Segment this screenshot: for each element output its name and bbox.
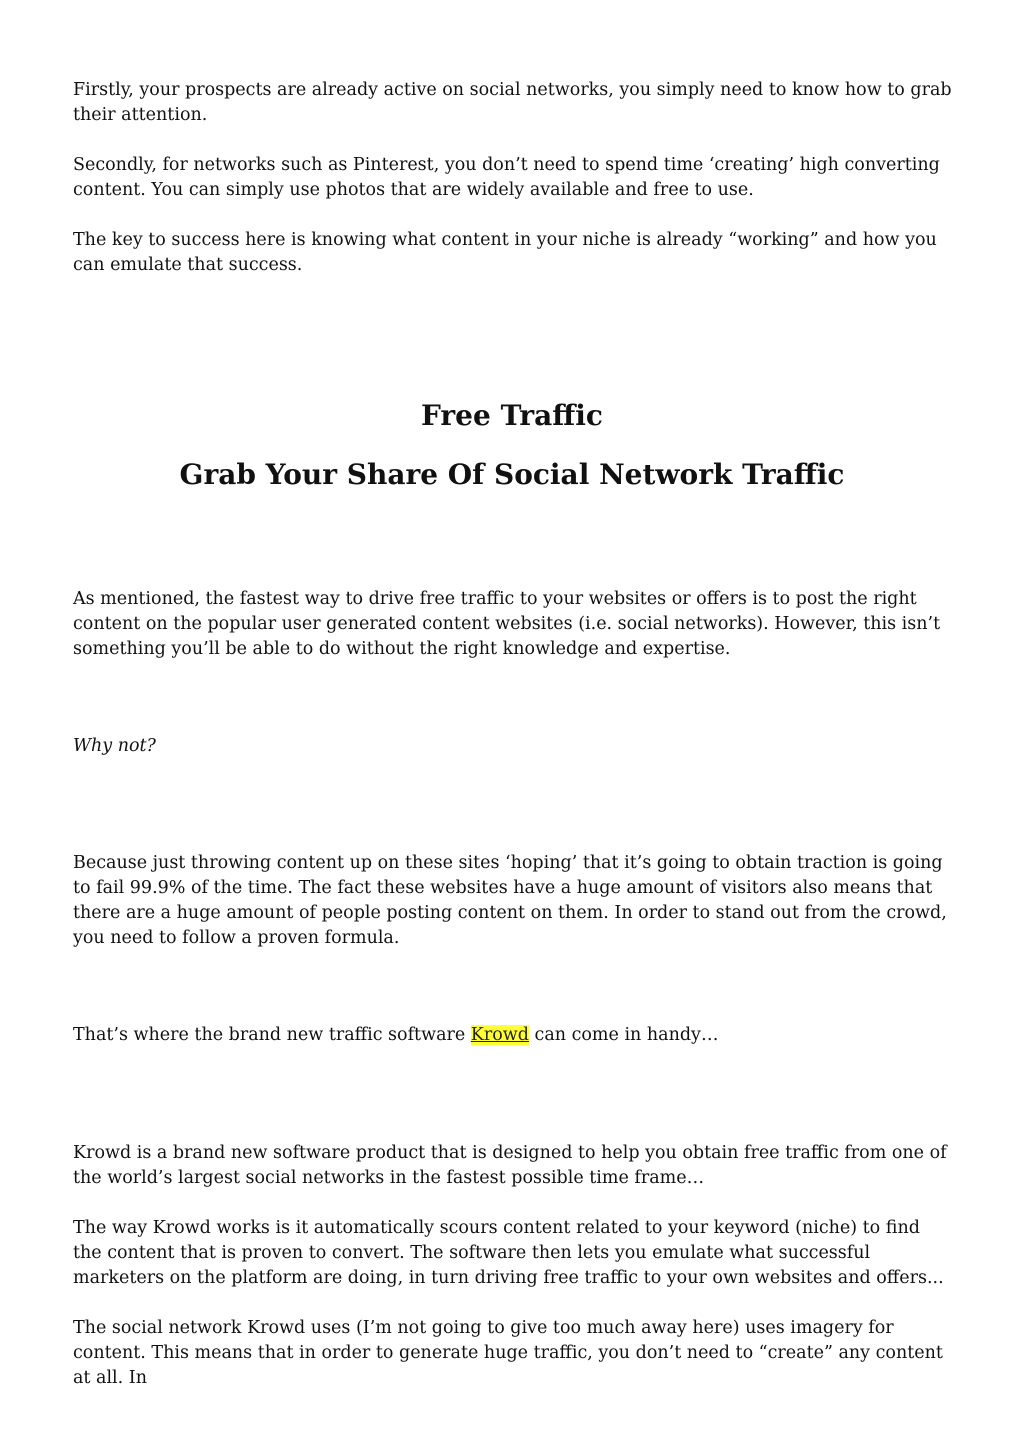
body-paragraph-wrapper-6 [73, 1023, 953, 1048]
paragraph-6-tail: can come in handy… [528, 1025, 719, 1045]
intro-paragraph-3: The key to success here is knowing what content in your niche is already “working” and how you can emulate that success. [73, 230, 937, 275]
intro-paragraph-1: Firstly, your prospects are already active on social networks, you simply need to know how to grab their attention. [73, 80, 952, 125]
section-subtitle: Grab Your Share Of Social Network Traffic [179, 458, 845, 491]
body-paragraph-wrapper-4 [73, 587, 953, 662]
krowd-link[interactable]: Krowd [470, 1025, 529, 1045]
paragraph-6-lead: That’s where the brand new traffic software [73, 1025, 471, 1045]
body-paragraph-4: As mentioned, the fastest way to drive free traffic to your websites or offers is to post the right content on the popular user generated content websites (i.e. social networks). However, this isn’t something you’ll be able to do without the right knowledge and expertise. [73, 589, 941, 659]
body-paragraph-6 [73, 1023, 953, 1048]
body-paragraph-5: Because just throwing content up on these sites ‘hoping’ that it’s going to obtain traction is going to fail 99.9% of the time. The fact these websites have a huge amount of visitors also means that there are a huge amount of people posting content on them. In order to stand out from the crowd, you need to follow a proven formula. [73, 853, 947, 948]
why-not-text: Why not? [73, 736, 156, 756]
why-not-wrapper [73, 734, 953, 759]
krowd-section [73, 1141, 953, 1391]
body-paragraph-9: The social network Krowd uses (I’m not going to give too much away here) uses imagery for content. This means that in order to generate huge traffic, you don’t need to “create” any content at all. In [73, 1318, 943, 1388]
body-paragraph-8: The way Krowd works is it automatically scours content related to your keyword (niche) to find the content that is proven to convert. The software then lets you emulate what successful marketers on the platform are doing, in turn driving free traffic to your own websites and offers... [73, 1218, 944, 1288]
intro-section [73, 78, 953, 278]
body-paragraph-7: Krowd is a brand new software product that is designed to help you obtain free traffic from one of the world’s largest social networks in the fastest possible time frame… [73, 1143, 947, 1188]
intro-paragraph-2: Secondly, for networks such as Pinterest, you don’t need to spend time ‘creating’ high converting content. You can simply use photos that are widely available and free to use. [73, 155, 940, 200]
body-paragraph-wrapper-5 [73, 851, 953, 951]
section-title: Free Traffic [421, 399, 603, 432]
